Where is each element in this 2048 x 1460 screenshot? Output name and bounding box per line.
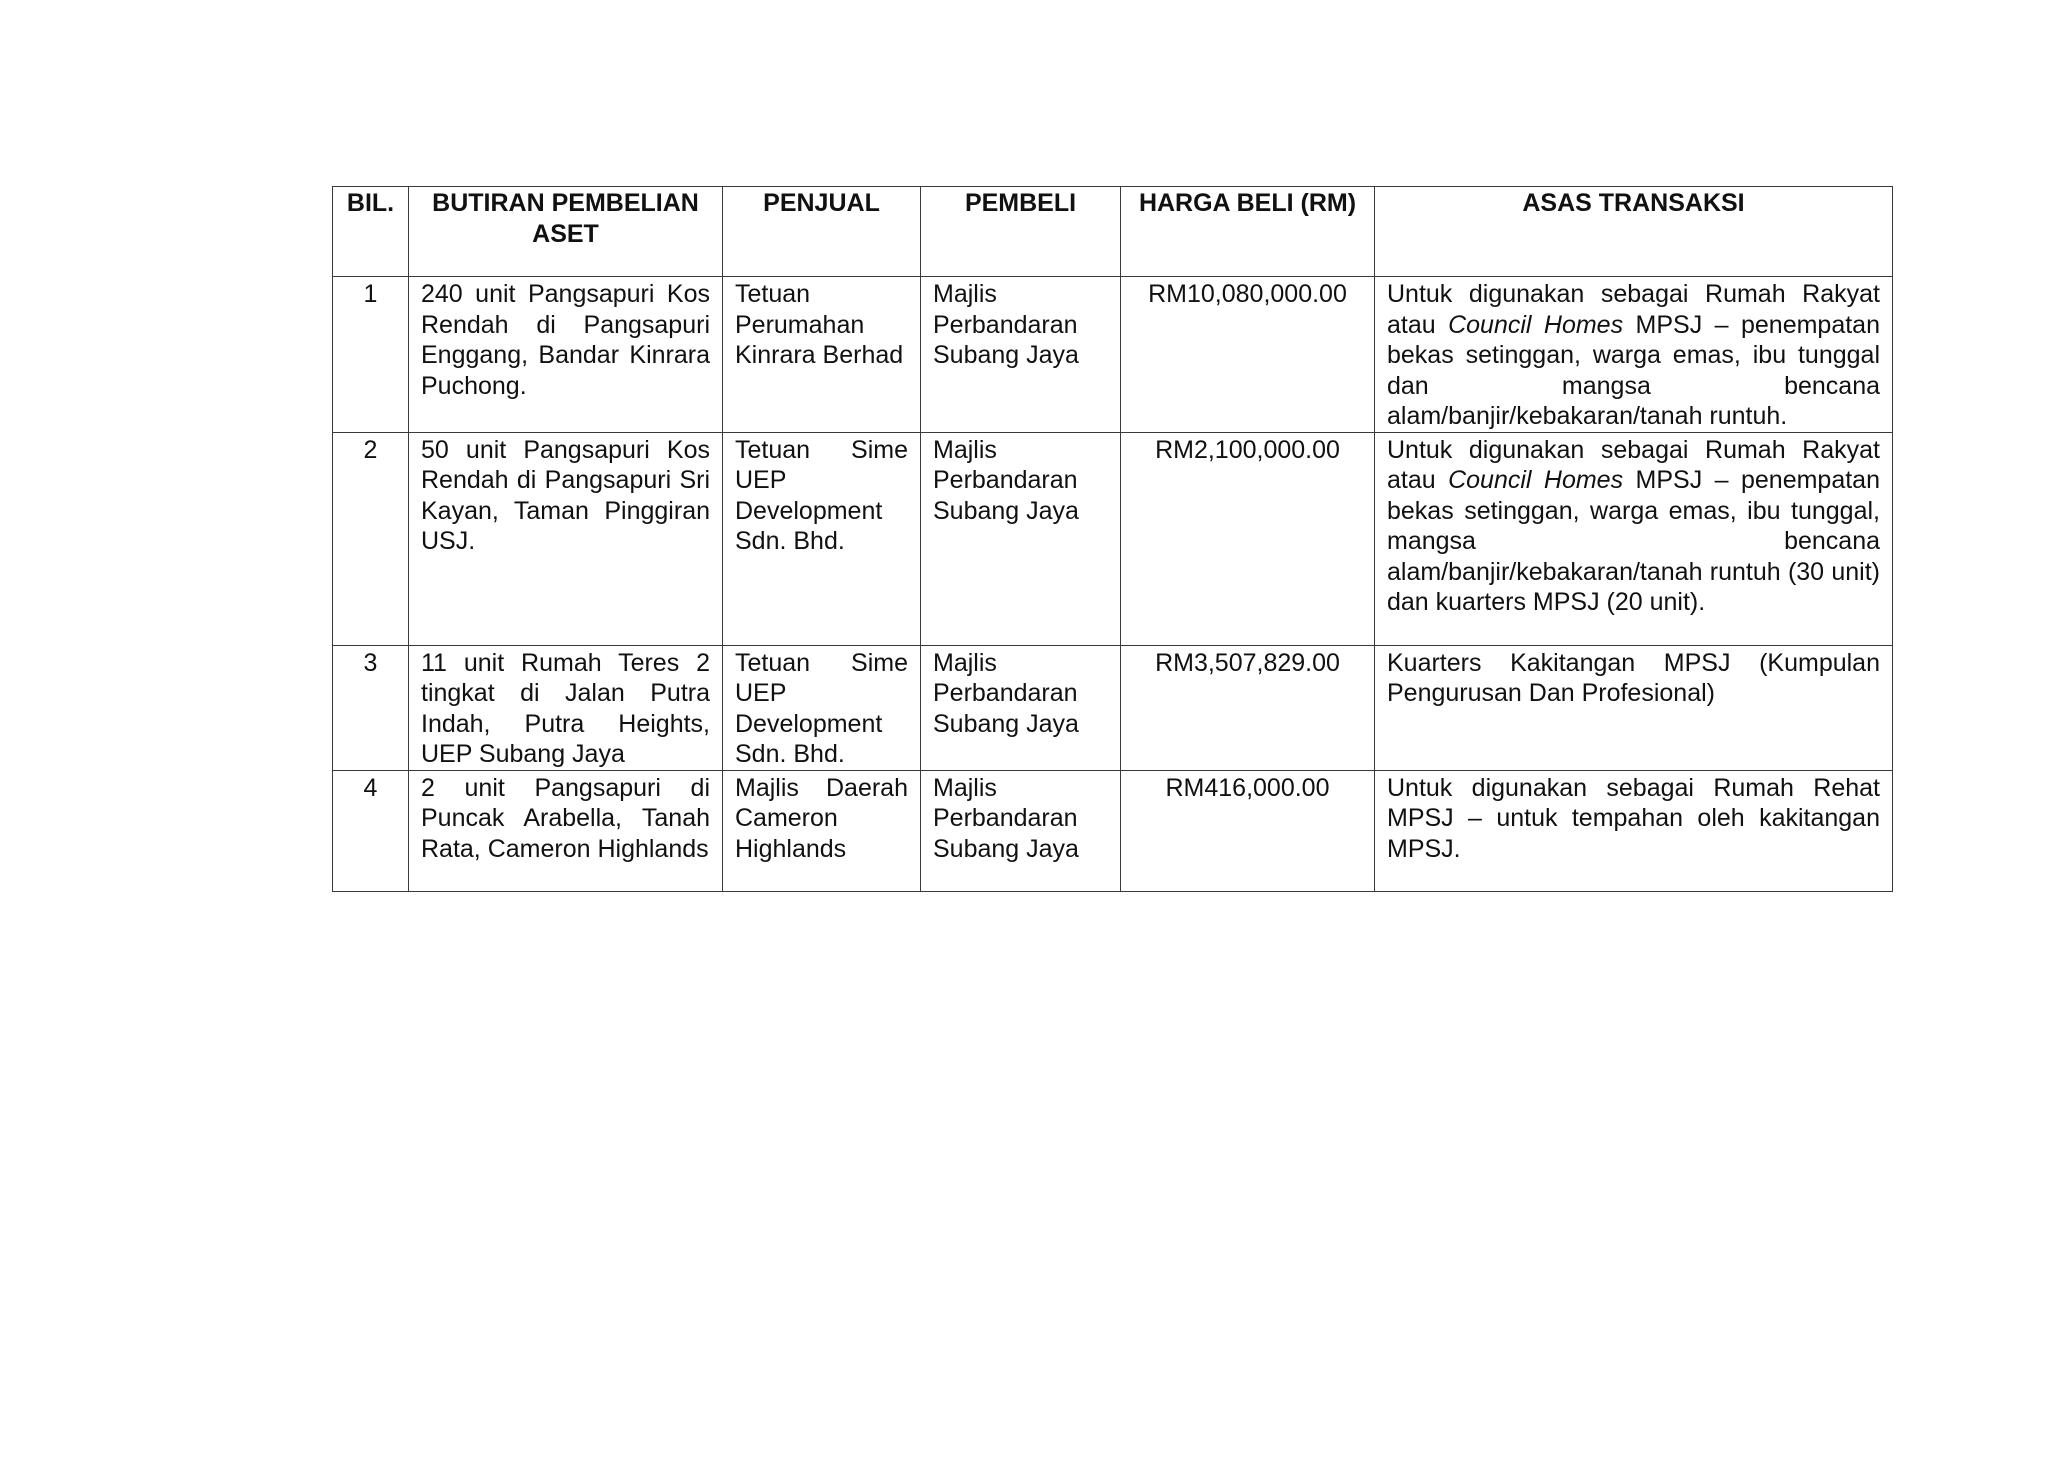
cell-pembeli: Majlis Perbandaran Subang Jaya bbox=[921, 770, 1121, 891]
cell-harga: RM416,000.00 bbox=[1121, 770, 1375, 891]
cell-asas bbox=[1375, 770, 1893, 891]
table-row bbox=[333, 277, 1893, 433]
header-pembeli: PEMBELI bbox=[921, 187, 1121, 277]
cell-bil: 2 bbox=[333, 432, 409, 645]
cell-penjual: Tetuan Sime UEP Development Sdn. Bhd. bbox=[723, 432, 921, 645]
header-bil: BIL. bbox=[333, 187, 409, 277]
asas-text-continued: MPSJ – penempatan bekas setinggan, warga emas, ibu tunggal, mangsa bencana alam/banjir/kebakaran/tanah runtuh (30 unit) dan kuarters MPSJ (20 unit). bbox=[1387, 466, 1880, 616]
asas-text: Untuk digunakan sebagai Rumah Rehat MPSJ – untuk tempahan oleh kakitangan MPSJ. bbox=[1387, 773, 1880, 863]
asas-text: Untuk digunakan sebagai Rumah Rakyat atau bbox=[1387, 280, 1880, 339]
header-penjual: PENJUAL bbox=[723, 187, 921, 277]
asas-italic-text: Council Homes bbox=[1448, 466, 1624, 494]
cell-pembeli: Majlis Perbandaran Subang Jaya bbox=[921, 432, 1121, 645]
header-harga: HARGA BELI (RM) bbox=[1121, 187, 1375, 277]
table-row bbox=[333, 645, 1893, 770]
asas-italic-text: Council Homes bbox=[1448, 310, 1624, 339]
cell-asas bbox=[1375, 645, 1893, 770]
asas-text-continued: MPSJ – penempatan bekas setinggan, warga emas, ibu tunggal dan mangsa bencana alam/banjir/kebakaran/tanah runtuh. bbox=[1387, 310, 1880, 430]
asset-purchase-table bbox=[332, 186, 1893, 892]
cell-butiran: 240 unit Pangsapuri Kos Rendah di Pangsapuri Enggang, Bandar Kinrara Puchong. bbox=[409, 277, 723, 433]
cell-penjual: Tetuan Perumahan Kinrara Berhad bbox=[723, 277, 921, 433]
cell-bil: 3 bbox=[333, 645, 409, 770]
header-asas: ASAS TRANSAKSI bbox=[1375, 187, 1893, 277]
cell-asas bbox=[1375, 432, 1893, 645]
cell-bil: 1 bbox=[333, 277, 409, 433]
cell-butiran: 2 unit Pangsapuri di Puncak Arabella, Tanah Rata, Cameron Highlands bbox=[409, 770, 723, 891]
table-row bbox=[333, 770, 1893, 891]
cell-bil: 4 bbox=[333, 770, 409, 891]
cell-harga: RM2,100,000.00 bbox=[1121, 432, 1375, 645]
asas-text: Untuk digunakan sebagai Rumah Rakyat atau bbox=[1387, 435, 1880, 494]
cell-harga: RM10,080,000.00 bbox=[1121, 277, 1375, 433]
header-butiran: BUTIRAN PEMBELIAN ASET bbox=[409, 187, 723, 277]
cell-penjual: Majlis Daerah Cameron Highlands bbox=[723, 770, 921, 891]
table-header-row bbox=[333, 187, 1893, 277]
cell-butiran: 11 unit Rumah Teres 2 tingkat di Jalan Putra Indah, Putra Heights, UEP Subang Jaya bbox=[409, 645, 723, 770]
cell-pembeli: Majlis Perbandaran Subang Jaya bbox=[921, 277, 1121, 433]
table-row bbox=[333, 432, 1893, 645]
cell-pembeli: Majlis Perbandaran Subang Jaya bbox=[921, 645, 1121, 770]
asas-text: Kuarters Kakitangan MPSJ (Kumpulan Pengurusan Dan Profesional) bbox=[1387, 648, 1880, 707]
cell-penjual: Tetuan Sime UEP Development Sdn. Bhd. bbox=[723, 645, 921, 770]
cell-harga: RM3,507,829.00 bbox=[1121, 645, 1375, 770]
cell-butiran: 50 unit Pangsapuri Kos Rendah di Pangsapuri Sri Kayan, Taman Pinggiran USJ. bbox=[409, 432, 723, 645]
cell-asas bbox=[1375, 277, 1893, 433]
